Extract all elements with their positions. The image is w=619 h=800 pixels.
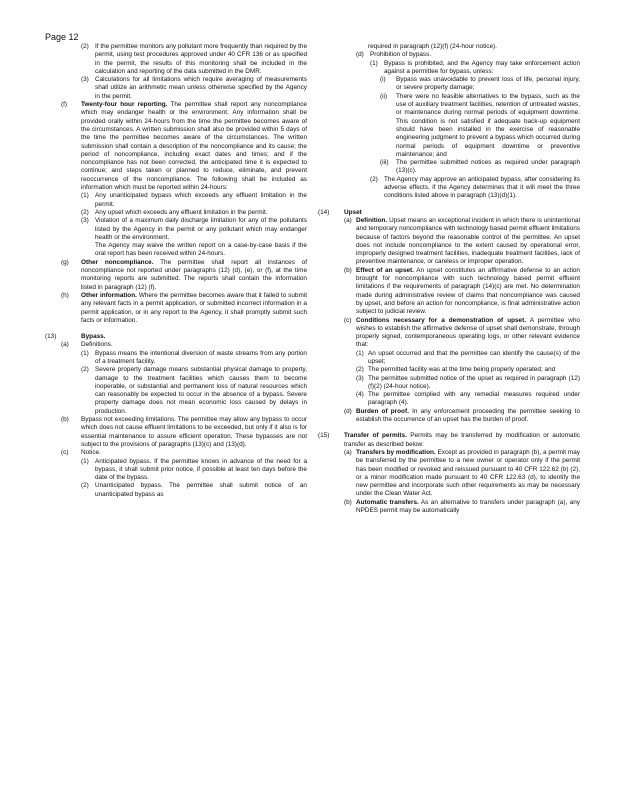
clause-13a2 bbox=[45, 366, 307, 416]
clause-text: The permittee complied with any remedial measures required under paragraph (4). bbox=[368, 391, 580, 407]
clause-text: The Agency may waive the written report on a case-by-case basis if the oral report has been received within 24-hours. bbox=[95, 242, 307, 258]
clause-text: As an alternative to transfers under paragraph (a), any NPDES permit may be automatically bbox=[356, 498, 580, 515]
clause-marker: (2) bbox=[81, 482, 89, 490]
clause-marker: (1) bbox=[81, 457, 89, 465]
clause-marker: (c) bbox=[61, 449, 69, 457]
clause-12e3 bbox=[45, 76, 307, 101]
clause-marker: (3) bbox=[81, 76, 89, 84]
clause-marker: (2) bbox=[81, 366, 89, 374]
clause-text: An upset occurred and that the permittee can identify the cause(s) of the upset; bbox=[368, 349, 580, 365]
clause-marker: (d) bbox=[344, 407, 352, 415]
clause-text: Violation of a maximum daily discharge limitation for any of the pollutants listed by the Agency in the permit or any pollutant which may endanger health or the environment. bbox=[95, 217, 307, 241]
clause-marker: (h) bbox=[61, 291, 69, 299]
section-title: Transfer of permits. bbox=[344, 432, 407, 440]
clause-text: A permittee who wishes to establish the affirmative defense of upset shall demonstrate, through properly signed, contemporaneous operating logs, or other relevant evidence that: bbox=[356, 316, 580, 349]
clause-marker: (c) bbox=[344, 316, 352, 324]
clause-marker: (b) bbox=[344, 498, 352, 506]
clause-13d1iii bbox=[318, 159, 580, 176]
clause-title: Other information. bbox=[81, 291, 137, 299]
section-title: Upset bbox=[344, 208, 362, 216]
clause-12f2 bbox=[45, 209, 307, 217]
clause-text: Anticipated bypass. If the permittee knows in advance of the need for a bypass, it shall submit prior notice, if possible at least ten days before the date of the bypass. bbox=[95, 457, 307, 482]
clause-text: Upset means an exceptional incident in which there is unintentional and temporary noncompliance with technology based permit effluent limitations because of factors beyond the reasonable control of the permittee. An upset does not include noncompliance to the extent caused by operational error, improperly designed treatment facilities, inadequate treatment facilities, lack of preventive maintenance, or careless or improper operation. bbox=[356, 216, 580, 266]
clause-12g bbox=[45, 259, 307, 292]
clause-text: An upset constitutes an affirmative defense to an action brought for noncompliance with such technology based permit effluent limitations if the requirements of paragraph (14)(c) are met. No determination made during administrative review of claims that noncompliance was caused by upset, and before an action for noncompliance, is final administrative action subject to judicial review. bbox=[356, 266, 580, 316]
clause-text: Unanticipated bypass. The permittee shall submit notice of an unanticipated bypass as bbox=[95, 482, 307, 498]
clause-text: The permittee shall report any noncompliance which may endanger health or the environment. Any information shall be provided orally within 24-hours from the time the permittee becomes aware of the circumstances. A written submission shall also be provided within 5 days of the time the permittee becomes aware of the circumstances. The written submission shall contain a description of the noncompliance and its cause; the period of noncompliance, including exact dates and times; and if the noncompliance has not been corrected, the anticipated time it is expected to continue; and steps taken or planned to reduce, eliminate, and prevent reoccurrence of the noncompliance. The following shall be included as information which must be reported within 24-hours: bbox=[81, 101, 307, 192]
clause-marker: (a) bbox=[61, 341, 69, 349]
clause-14a bbox=[318, 217, 580, 267]
clause-marker: (2) bbox=[81, 208, 89, 216]
clause-12f-tail bbox=[45, 242, 307, 259]
clause-13d1i bbox=[318, 76, 580, 93]
section-marker: (13) bbox=[45, 333, 57, 341]
clause-marker: (ii) bbox=[380, 92, 388, 100]
clause-text: In any enforcement proceeding the permittee seeking to establish the occurrence of an upset has the burden of proof. bbox=[356, 407, 580, 424]
clause-title: Conditions necessary for a demonstration of upset. bbox=[356, 316, 527, 324]
clause-text: If the permittee monitors any pollutant more frequently than required by the permit, using test procedures approved under 40 CFR 136 or as specified in the permit, the results of this monitoring shall be included in the calculation and reporting of the data submitted in the DMR. bbox=[95, 43, 307, 75]
clause-14c bbox=[318, 317, 580, 350]
clause-14c2 bbox=[318, 366, 580, 374]
clause-14c1 bbox=[318, 350, 580, 367]
clause-marker: (2) bbox=[370, 175, 378, 183]
clause-text: There were no feasible alternatives to the bypass, such as the use of auxiliary treatment facilities, retention of untreated wastes, or maintenance during normal periods of equipment downtime. This condition is not satisfied if adequate back-up equipment should have been installed in the exercise of reasonable engineering judgment to prevent a bypass which occurred during normal periods of equipment downtime or preventive maintenance; and bbox=[396, 92, 580, 158]
clause-13a1 bbox=[45, 350, 307, 367]
section-13-heading bbox=[45, 333, 307, 341]
clause-title: Definition. bbox=[356, 216, 388, 224]
clause-marker: (1) bbox=[356, 349, 364, 357]
section-marker: (15) bbox=[318, 432, 330, 440]
section-15-heading bbox=[318, 432, 580, 449]
clause-title: Twenty-four hour reporting. bbox=[81, 101, 168, 109]
clause-marker: (1) bbox=[370, 59, 378, 67]
clause-12e2 bbox=[45, 43, 307, 76]
clause-12f1 bbox=[45, 192, 307, 209]
clause-text: Any unanticipated bypass which exceeds any effluent limitation in the permit. bbox=[95, 192, 307, 208]
clause-13d1 bbox=[318, 60, 580, 77]
clause-title: Automatic transfers. bbox=[356, 498, 419, 506]
clause-text: Severe property damage means substantial physical damage to property, damage to the treatment facilities which causes them to become inoperable, or substantial and permanent loss of natural resources which can reasonably be expected to occur in the absence of a bypass. Severe property damage does not mean economic loss caused by delays in production. bbox=[95, 366, 307, 415]
clause-13c bbox=[45, 449, 307, 457]
clause-13c2-cont bbox=[318, 43, 580, 51]
clause-15a bbox=[318, 449, 580, 499]
clause-marker: (iii) bbox=[380, 159, 389, 167]
clause-text: Definitions. bbox=[81, 341, 113, 349]
section-marker: (14) bbox=[318, 208, 330, 216]
clause-text: Where the permittee becomes aware that it failed to submit any relevant facts in a permit application, or submitted incorrect information in a permit application, or in any report to the Agency, it shall promptly submit such facts or information. bbox=[81, 291, 307, 324]
clause-13c1 bbox=[45, 458, 307, 483]
clause-text: The permittee shall report all instances of noncompliance not reported under paragraphs (12) (d), (e), or (f), at the time monitoring reports are submitted. The reports shall contain the information listed in paragraph (12) (f). bbox=[81, 258, 307, 291]
clause-title: Transfers by modification. bbox=[356, 448, 436, 456]
section-14-heading bbox=[318, 209, 580, 217]
clause-marker: (g) bbox=[61, 258, 69, 266]
clause-text: Except as provided in paragraph (b), a permit may be transferred by the permittee to a new owner or operator only if the permit has been modified or revoked and reissued pursuant to 40 CFR 122.62 (b) (2), or a minor modification made pursuant to 40 CFR 122.63 (d), to identify the new permittee and incorporate such other requirements as may be necessary under the Clean Water Act. bbox=[356, 448, 580, 498]
clause-12f bbox=[45, 101, 307, 192]
clause-text: Prohibition of bypass. bbox=[370, 51, 432, 59]
clause-marker: (1) bbox=[81, 349, 89, 357]
section-text: Permits may be transferred by modification or automatic transfer as described below: bbox=[344, 432, 580, 448]
section-title: Bypass. bbox=[81, 333, 106, 341]
clause-text: Any upset which exceeds any effluent limitation in the permit. bbox=[95, 208, 268, 216]
clause-text: Bypass was unavoidable to prevent loss of life, personal injury, or severe property damage; bbox=[396, 76, 580, 92]
clause-13a bbox=[45, 341, 307, 349]
clause-13d2 bbox=[318, 176, 580, 201]
clause-14b bbox=[318, 267, 580, 317]
clause-marker: (a) bbox=[344, 448, 352, 456]
clause-13b bbox=[45, 416, 307, 449]
clause-15b bbox=[318, 499, 580, 516]
clause-marker: (f) bbox=[61, 101, 68, 109]
clause-text: Bypass not exceeding limitations. The permittee may allow any bypass to occur which does not cause effluent limitations to be exceeded, but only if it also is for essential maintenance to assure efficient operation. These bypasses are not subject to the provisions of paragraphs (13)(c) and (13)(d). bbox=[81, 416, 307, 448]
clause-marker: (a) bbox=[344, 216, 352, 224]
clause-text: The permittee submitted notice of the upset as required in paragraph (12)(f)(2) (24-hour notice). bbox=[368, 374, 580, 390]
clause-12h bbox=[45, 292, 307, 325]
clause-marker: (1) bbox=[81, 192, 89, 200]
clause-marker: (3) bbox=[81, 217, 89, 225]
clause-text: The permitted facility was at the time being properly operated; and bbox=[368, 366, 556, 374]
clause-marker: (b) bbox=[61, 416, 69, 424]
clause-14d bbox=[318, 408, 580, 425]
clause-marker: (2) bbox=[356, 366, 364, 374]
clause-14c4 bbox=[318, 391, 580, 408]
clause-text: Calculations for all limitations which require averaging of measurements shall utilize an arithmetic mean unless otherwise specified by the Agency in the permit. bbox=[95, 76, 307, 100]
clause-text: Notice. bbox=[81, 449, 101, 457]
clause-text: The Agency may approve an anticipated bypass, after considering its adverse effects, if the Agency determines that it will meet the three conditions listed above in paragraph (13)(d)(1). bbox=[384, 175, 580, 200]
clause-text: Bypass means the intentional diversion of waste streams from any portion of a treatment facility. bbox=[95, 349, 307, 365]
clause-13d bbox=[318, 51, 580, 59]
right-column bbox=[318, 43, 580, 515]
clause-marker: (2) bbox=[81, 43, 89, 50]
clause-marker: (4) bbox=[356, 391, 364, 399]
left-column bbox=[45, 43, 307, 499]
clause-marker: (d) bbox=[356, 51, 364, 59]
clause-13c2 bbox=[45, 482, 307, 499]
page-number: Page 12 bbox=[45, 32, 79, 42]
clause-marker: (b) bbox=[344, 266, 352, 274]
clause-title: Effect of an upset. bbox=[356, 266, 414, 274]
clause-marker: (i) bbox=[380, 76, 386, 84]
clause-text: required in paragraph (12)(f) (24-hour notice). bbox=[368, 43, 497, 50]
clause-marker: (3) bbox=[356, 374, 364, 382]
clause-text: Bypass is prohibited, and the Agency may take enforcement action against a permittee for bypass, unless: bbox=[384, 59, 580, 75]
clause-text: The permittee submitted notices as required under paragraph (13)(c). bbox=[396, 159, 580, 175]
clause-13d1ii bbox=[318, 93, 580, 159]
clause-title: Other noncompliance. bbox=[81, 258, 154, 266]
clause-12f3 bbox=[45, 217, 307, 242]
clause-14c3 bbox=[318, 375, 580, 392]
clause-title: Burden of proof. bbox=[356, 407, 409, 415]
